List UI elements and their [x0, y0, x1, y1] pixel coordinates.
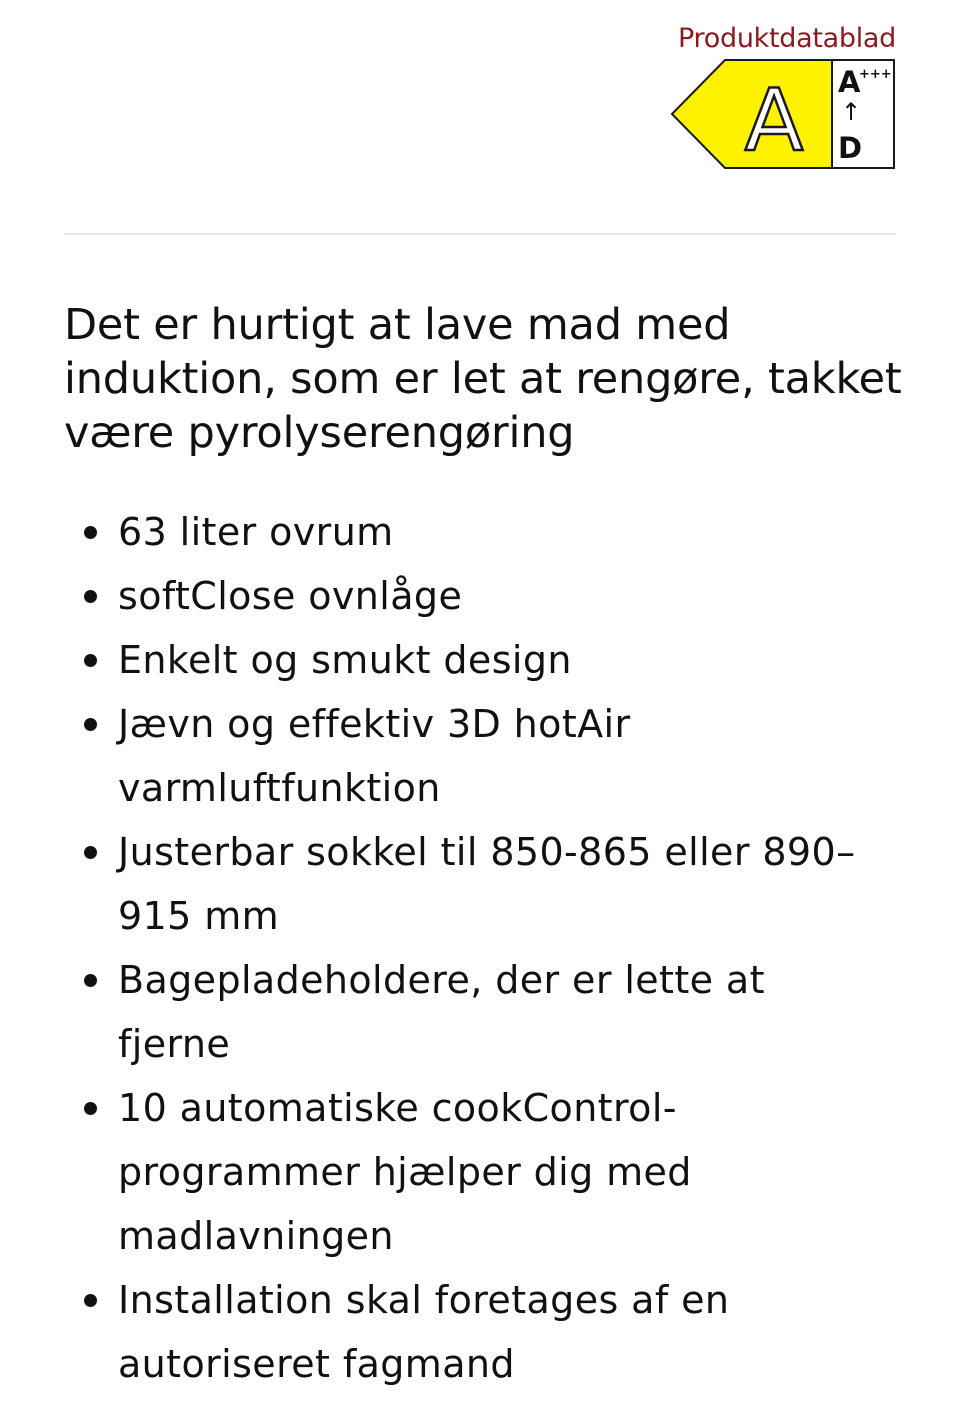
product-headline: Det er hurtigt at lave mad med induktion, som er let at rengøre, takket være pyrolyserengøring [64, 300, 902, 458]
feature-text: 63 liter ovrum [118, 510, 394, 554]
feature-text: Enkelt og smukt design [118, 638, 572, 682]
bullet-icon [84, 654, 97, 667]
feature-text: Bagepladeholdere, der er lette at fjerne [118, 958, 765, 1066]
feature-item [118, 1076, 878, 1268]
feature-item [118, 820, 878, 948]
scale-top-class: A [838, 65, 861, 99]
feature-text: Justerbar sokkel til 850-865 eller 890–915 mm [118, 830, 856, 938]
energy-label-block [666, 22, 896, 170]
scale-arrow-icon: ↑ [840, 98, 862, 126]
feature-text: Installation skal foretages af en autoriseret fagmand [118, 1278, 730, 1386]
scale-bottom-class: D [838, 131, 863, 165]
feature-text: softClose ovnlåge [118, 574, 463, 618]
energy-class-icon [670, 58, 896, 170]
feature-item [118, 692, 878, 820]
bullet-icon [84, 846, 97, 859]
energy-class-letter: A [744, 71, 804, 170]
feature-item [118, 948, 878, 1076]
feature-text: Jævn og effektiv 3D hotAir varmluftfunktion [118, 702, 631, 810]
bullet-icon [84, 1102, 97, 1115]
bullet-icon [84, 590, 97, 603]
section-divider [64, 233, 896, 235]
feature-text: 10 automatiske cookControl-programmer hjælper dig med madlavningen [118, 1086, 692, 1258]
feature-item [118, 564, 878, 628]
bullet-icon [84, 526, 97, 539]
scale-top-plus: +++ [859, 67, 892, 82]
product-datasheet-link[interactable]: Produktdatablad [678, 23, 896, 54]
feature-item [118, 500, 878, 564]
feature-list [118, 500, 878, 1396]
feature-item [118, 1268, 878, 1396]
bullet-icon [84, 718, 97, 731]
bullet-icon [84, 1294, 97, 1307]
bullet-icon [84, 974, 97, 987]
energy-class-badge[interactable] [670, 58, 896, 170]
feature-item [118, 628, 878, 692]
